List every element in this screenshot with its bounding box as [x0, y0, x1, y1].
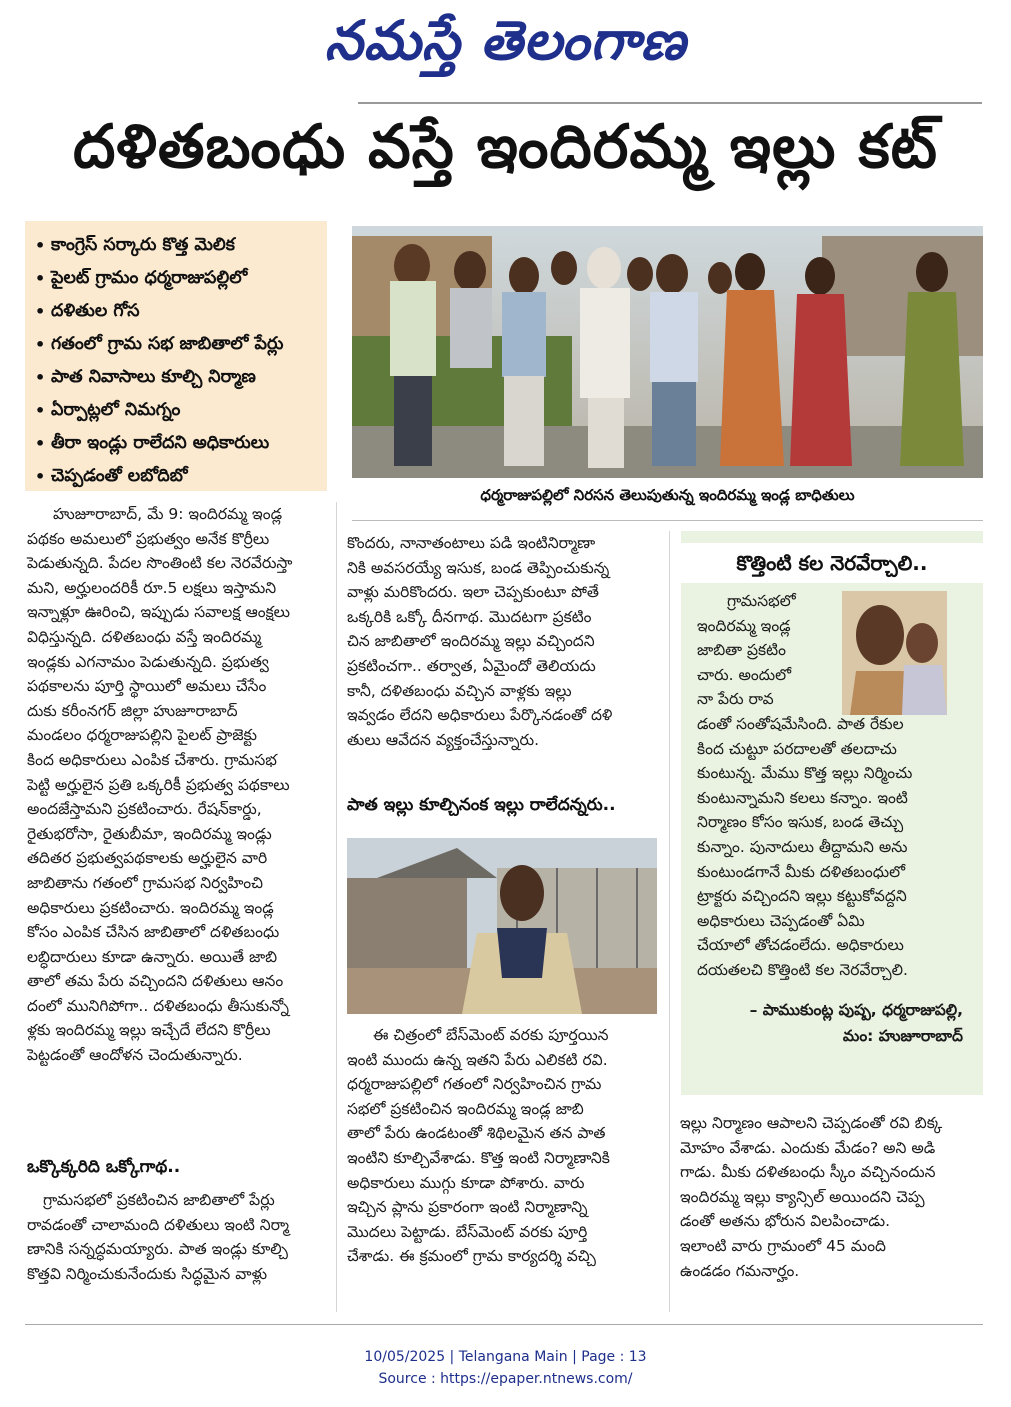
text-line: నా పేరు రావ [697, 690, 774, 709]
text-line: ప్రకటించగా.. తర్వాత, ఏమైందో తెలియదు [347, 656, 596, 675]
text-line: పెట్టి అర్హులైన ప్రతి ఒక్కరికీ ప్రభుత్వ పథకాలు [27, 775, 290, 794]
highlight-item: • కాంగ్రెస్ సర్కారు కొత్త మెలిక [33, 229, 321, 262]
text-line: కొందరు, నానాతంటాలు పడి ఇంటినిర్మాణా [347, 534, 596, 552]
text-line: డంతో సంతోషమేసింది. పాత రేకుల [697, 714, 904, 733]
text-line: మోహం వేశాడు. ఎందుకు మేడం? అని అడి [680, 1138, 936, 1157]
edition-info: 10/05/2025 | Telangana Main | Page : 13 [364, 1349, 647, 1365]
text-line: కానీ, దళితబంధు వచ్చిన వాళ్లకు ఇల్లు [347, 681, 572, 700]
article-column-3-continued [680, 1111, 982, 1283]
text-line: మండలం ధర్మరాజుపల్లిని పైలట్ ప్రాజెక్టు [27, 726, 257, 745]
highlights-box [25, 221, 327, 491]
text-line: అధికారులు ముగ్గు కూడా పోశారు. వారు [347, 1173, 585, 1192]
text-line: ఇంటిని కూల్చివేశాడు. కొత్త ఇంటి నిర్మాణానికి [347, 1148, 610, 1167]
text-line: తులు ఆవేదన వ్యక్తంచేస్తున్నారు. [347, 730, 540, 749]
text-line: పెట్టడంతో ఆందోళన చెందుతున్నారు. [27, 1046, 243, 1065]
column-divider [336, 502, 337, 1312]
highlight-item: • పైలట్ గ్రామం ధర్మరాజుపల్లిలో [33, 262, 321, 295]
text-line: ళ్లకు ఇందిరమ్మ ఇల్లు ఇచ్చేదే లేదని కొర్రీలు [27, 1021, 271, 1040]
text-line: కింద చుట్టూ పరదాలతో తలదాచు [697, 739, 897, 758]
text-line: ఇల్లు నిర్మాణం ఆపాలని చెప్పడంతో రవి బిక్క [680, 1114, 943, 1132]
text-line: ఇలాంటి వారు గ్రామంలో 45 మంది [680, 1236, 886, 1255]
text-line: తాలో పేరు ఉండటంతో శిథిలమైన తన పాత [347, 1124, 606, 1143]
text-line: చేశాడు. ఈ క్రమంలో గ్రామ కార్యదర్శి వచ్చి [347, 1247, 596, 1266]
article-column-2-continued [347, 1023, 657, 1269]
text-line: డంతో అతను భోరున విలపించాడు. [680, 1212, 891, 1231]
page-footer [0, 1346, 1011, 1390]
highlight-item-cont: • దళితుల గోస [33, 295, 321, 328]
text-line: విధిస్తున్నది. దళితబంధు వస్తే ఇందిరమ్మ [27, 627, 262, 646]
subheading: పాత ఇల్లు కూల్చినంక ఇల్లు రాలేదన్నరు.. [347, 795, 616, 815]
highlight-item-cont: • చెప్పడంతో లబోదిబో [33, 460, 321, 493]
text-line: ఇంటి ముందు ఉన్న ఇతని పేరు ఎలికటి రవి. [347, 1050, 608, 1069]
text-line: పెడుతున్నది. పేదల సొంతింటి కల నెరవేరుస్తా [27, 554, 293, 573]
text-line: దయతలచి కొత్తింటి కల నెరవేర్చాలి. [697, 960, 908, 979]
highlight-item: • తీరా ఇండ్లు రాలేదని అధికారులు [33, 427, 321, 460]
text-line: కున్నాం. పునాదులు తీద్దామని అను [697, 837, 908, 856]
text-line: ఇందిరమ్మ ఇల్లు క్యాన్సిల్ అయిందని చెప్ప [680, 1187, 925, 1206]
divider [352, 520, 983, 521]
text-line: మొదలు పెట్టాడు. బేస్‌మెంట్ వరకు పూర్తి [347, 1222, 588, 1241]
text-line: ఇండ్లకు ఎగనామం పెడుతున్నది. ప్రభుత్వ [27, 652, 269, 671]
group-photo [352, 226, 983, 478]
photo-caption: ధర్మరాజుపల్లిలో నిరసన తెలుపుతున్న ఇందిరమ్మ ఇండ్ల బాధితులు [480, 486, 855, 504]
text-line: రైతుభరోసా, రైతుబీమా, ఇందిరమ్మ ఇండ్లు [27, 824, 272, 843]
text-line: చేయాలో తోచడంలేదు. అధికారులు [697, 936, 904, 955]
text-line: చిన జాబితాలో ఇందిరమ్మ ఇల్లు వచ్చిందని [347, 632, 595, 651]
highlight-item-cont: • ఏర్పాట్లలో నిమగ్నం [33, 394, 321, 427]
masthead [0, 8, 1011, 86]
article-column-1 [27, 502, 325, 1068]
article-column-1-continued [27, 1188, 325, 1286]
highlight-item: • పాత నివాసాలు కూల్చి నిర్మాణ [33, 361, 321, 394]
text-line: దంలో మునిగిపోగా.. దళితబంధు తీసుకున్నో [27, 996, 290, 1015]
text-line: ధర్మరాజుపల్లిలో గతంలో నిర్వహించిన గ్రామ [347, 1075, 602, 1094]
text-line: అధికారులు ప్రకటించారు. ఇందిరమ్మ ఇండ్ల [27, 898, 274, 917]
text-line: రావడంతో చాలామంది దళితులు ఇంటి నిర్మా [27, 1215, 290, 1234]
text-line: ఒక్కరికి ఒక్కో దీనగాథ. మొదటగా ప్రకటిం [347, 607, 592, 626]
text-line: ఇన్నాళ్లూ ఊరించి, ఇప్పుడు సవాలక్ష ఆంక్షలు [27, 603, 291, 622]
text-line: నికి అవసరయ్యే ఇసుక, బండ తెప్పించుకున్న [347, 558, 610, 577]
man-photo [347, 838, 657, 1014]
text-line: కోసం ఎంపిక చేసిన జాబితాలో దళితబంధు [27, 923, 280, 942]
text-line: ఈ చిత్రంలో బేస్‌మెంట్ వరకు పూర్తయిన [373, 1026, 609, 1044]
source-link[interactable]: Source : https://epaper.ntnews.com/ [378, 1371, 633, 1387]
text-line: జాబితాను గతంలో గ్రామసభ నిర్వహించి [27, 873, 263, 892]
headline: దళితబంధు వస్తే ఇందిరమ్మ ఇల్లు కట్ [73, 112, 938, 182]
text-line: చారు. అందులో [697, 665, 792, 684]
text-line: ణానికి సన్నద్ధమయ్యారు. పాత ఇండ్లు కూల్చి [27, 1240, 288, 1259]
text-line: గ్రామసభలో [727, 592, 796, 610]
text-line: సభలో ప్రకటించిన ఇందిరమ్మ ఇండ్ల జాబి [347, 1099, 584, 1118]
divider [358, 102, 982, 104]
text-line: అధికారులు చెప్పడంతో ఏమి [697, 911, 865, 930]
newspaper-logo: నమస్తే తెలంగాణ [324, 8, 687, 72]
side-story-box [681, 531, 983, 1095]
text-line: అందజేస్తామని ప్రకటించారు. రేషన్‌కార్డు, [27, 800, 262, 819]
highlight-item: • గతంలో గ్రామ సభ జాబితాలో పేర్లు [33, 328, 321, 361]
divider [25, 1324, 983, 1325]
side-story-byline [750, 997, 963, 1049]
text-line: లబ్ధిదారులు కూడా ఉన్నారు. అయితే జాబి [27, 947, 278, 966]
text-line: ఇవ్వడం లేదని అధికారులు పేర్కొనడంతో దళి [347, 706, 613, 725]
text-line: పథకం అమలులో ప్రభుత్వం అనేక కొర్రీలు [27, 529, 270, 548]
text-line: కుంటున్నామని కలలు కన్నాం. ఇంటి [697, 788, 908, 807]
text-line: గ్రామసభలో ప్రకటించిన జాబితాలో పేర్లు [43, 1191, 275, 1209]
text-line: వాళ్లు మరికొందరు. ఇలా చెప్పకుంటూ పోతే [347, 583, 599, 602]
text-line: గాడు. మీకు దళితబంధు స్కీం వచ్చినందున [680, 1163, 936, 1182]
text-line: కొత్తవి నిర్మించుకునేందుకు సిద్ధమైన వాళ్లు [27, 1264, 268, 1283]
text-line: తదితర ప్రభుత్వపథకాలకు అర్హులైన వారి [27, 849, 268, 868]
text-line: నిర్మాణం కోసం ఇసుక, బండ తెచ్చు [697, 813, 904, 832]
side-story-text [697, 589, 977, 983]
article-column-2 [347, 531, 657, 752]
text-line: ట్రాక్టరు వచ్చిందని ఇల్లు కట్టుకోవద్దని [697, 887, 907, 906]
side-story-title: కొత్తింటి కల నెరవేర్చాలి.. [681, 543, 983, 583]
text-line: ఇచ్చిన ప్లాను ప్రకారంగా ఇంటి నిర్మాణాన్ని [347, 1198, 588, 1217]
text-line: మని, అర్హులందరికీ రూ.5 లక్షలు ఇస్తామని [27, 578, 277, 597]
byline-name: – పాముకుంట్ల పుష్ప, ధర్మరాజుపల్లి, [749, 1001, 963, 1019]
text-line: కుంటున్న. మేము కొత్త ఇల్లు నిర్మించు [697, 764, 913, 783]
subheading: ఒక్కొక్కరిది ఒక్కోగాథ.. [27, 1157, 181, 1177]
byline-place: మం: హుజూరాబాద్ [842, 1027, 963, 1045]
column-divider [669, 531, 670, 1312]
text-line: జాబితా ప్రకటిం [697, 641, 786, 660]
text-line: కింద అధికారులు ఎంపిక చేశారు. గ్రామసభ [27, 750, 277, 769]
text-line: ఉండడం గమనార్హం. [680, 1261, 800, 1280]
text-line: తాలో తమ పేరు వచ్చిందని దళితులు ఆనం [27, 972, 284, 991]
text-line: హుజూరాబాద్, మే 9: ఇందిరమ్మ ఇండ్ల [53, 505, 283, 523]
text-line: దుకు కరీంనగర్ జిల్లా హుజూరాబాద్ [27, 701, 238, 720]
text-line: కుంటుండగానే మీకు దళితబంధులో [697, 862, 906, 881]
text-line: ఇందిరమ్మ ఇండ్ల [697, 616, 791, 635]
text-line: పథకాలను పూర్తి స్థాయిలో అమలు చేసేం [27, 677, 267, 696]
